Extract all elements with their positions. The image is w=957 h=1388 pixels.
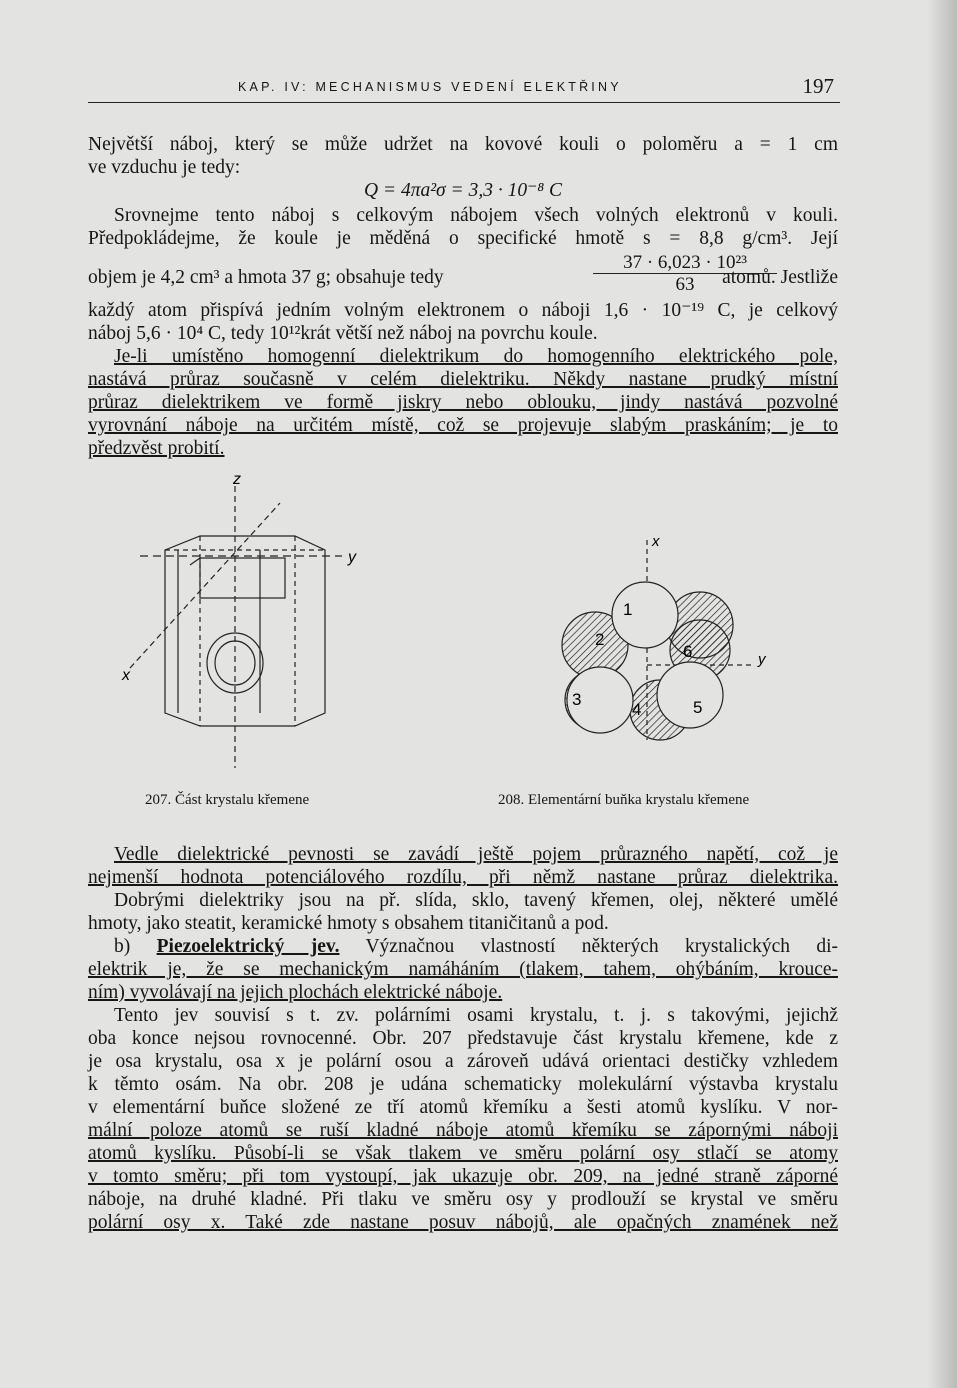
text-line: nastává průraz současně v celém dielektriku. Někdy nastane prudký místní — [88, 369, 838, 390]
plate-edge — [190, 558, 200, 565]
text-line: Předpokládejme, že koule je měděná o specifické hmotě s = 8,8 g/cm³. Její — [88, 228, 838, 249]
paragraph-electron-charge — [88, 204, 838, 250]
text-line: Je-li umístěno homogenní dielektrikum do homogenního elektrického pole, — [114, 346, 838, 367]
text-line: Tento jev souvisí s t. zv. polárními osami krystalu, t. j. s takovými, jejichž — [114, 1005, 838, 1026]
text-line: ve vzduchu je tedy: — [88, 157, 241, 178]
text-line — [88, 935, 838, 958]
paragraph-electron-charge-rest — [88, 299, 838, 345]
caption-fig-208: 208. Elementární buňka krystalu křemene — [498, 792, 750, 808]
silicon-atom-1 — [612, 582, 678, 648]
caption-fig-207: 207. Část krystalu křemene — [145, 792, 310, 808]
silicon-atom-5 — [657, 662, 723, 728]
text-line: hmoty, jako steatit, keramické hmoty s obsahem titaničitanů a pod. — [88, 913, 609, 934]
text-line: atomů kyslíku. Působí-li se však tlakem ve směru polární osy stlačí se atomy — [88, 1143, 838, 1164]
text-line: každý atom přispívá jedním volným elektronem o náboji 1,6 · 10⁻¹⁹ C, je celkový — [88, 300, 838, 321]
paragraph-breakdown — [88, 345, 838, 460]
text-line: Srovnejme tento náboj s celkovým nábojem všech volných elektronů v kouli. — [114, 205, 838, 226]
text-line: náboje, na druhé kladné. Při tlaku ve směru osy y prodlouží se krystal ve směru — [88, 1189, 838, 1210]
section-heading: Piezoelektrický jev. — [156, 936, 340, 957]
figure-207-crystal-part — [110, 468, 380, 788]
text-line: mální poloze atomů se ruší kladné náboje atomů křemíku se zápornými náboji — [88, 1120, 838, 1141]
atom-label: 4 — [632, 700, 642, 719]
fraction-line-before: objem je 4,2 cm³ a hmota 37 g; obsahuje tedy — [88, 267, 444, 288]
crystal-plate — [200, 558, 285, 598]
page-number: 197 — [802, 74, 834, 98]
text-line: polární osy x. Také zde nastane posuv nábojů, ale opačných znamének než — [88, 1212, 838, 1233]
text-line: průraz dielektrikem ve formě jiskry nebo oblouku, jindy nastává pozvolné — [88, 392, 838, 413]
paragraph-piezoelectric — [88, 935, 838, 1004]
text-line: v tomto směru; při tom vystoupí, jak ukazuje obr. 209, na jedné straně záporné — [88, 1166, 838, 1187]
paragraph-largest-charge — [88, 133, 838, 202]
axis-label-x: x — [652, 533, 660, 550]
text-line: elektrik je, že se mechanickým namáháním (tlakem, tahem, ohýbáním, krouce- — [88, 959, 838, 980]
axis-label-y: y — [758, 651, 766, 668]
atom-label: 5 — [693, 698, 703, 717]
text-line: náboj 5,6 · 10⁴ C, tedy 10¹²krát větší než náboj na povrchu koule. — [88, 323, 598, 344]
heading-line-rest: Význačnou vlastností některých krystalických di- — [339, 936, 839, 957]
text-line: předzvěst probití. — [88, 438, 225, 459]
fraction-denominator: 63 — [675, 274, 695, 295]
text-line: vyrovnání náboje na určitém místě, což se projevuje slabým praskáním; je to — [88, 415, 838, 436]
fraction-numerator: 37 · 6,023 · 10²³ — [593, 252, 777, 274]
figure-208-elementary-cell — [550, 530, 790, 760]
text-line: oba konce nejsou rovnocenné. Obr. 207 představuje část krystalu křemene, kde z — [88, 1028, 838, 1049]
text-line: k těmto osám. Na obr. 208 je udána schematicky molekulární výstavba krystalu — [88, 1074, 838, 1095]
running-header — [88, 76, 840, 103]
atom-label: 1 — [623, 600, 633, 619]
atom-label: 3 — [572, 690, 582, 709]
text-line: nejmenší hodnota potenciálového rozdílu, při němž nastane průraz dielektrika. — [88, 867, 838, 888]
text-line: Dobrými dielektriky jsou na př. slída, sklo, tavený křemen, olej, některé umělé — [114, 890, 838, 911]
x-axis — [130, 503, 280, 668]
formula-charge: Q = 4πa²σ = 3,3 · 10⁻⁸ C — [363, 180, 563, 201]
text-line: v elementární buňce složené ze tří atomů křemíku a šesti atomů kyslíku. V nor- — [88, 1097, 838, 1118]
atom-label: 6 — [683, 642, 693, 661]
atom-label: 2 — [595, 630, 605, 649]
text-line: je osa krystalu, osa x je polární osou a zároveň udává orientaci destičky vzhledem — [88, 1051, 838, 1072]
section-prefix: b) — [114, 936, 157, 957]
fraction-line-after: atomů. Jestliže — [722, 267, 838, 288]
axis-label-y: y — [348, 549, 356, 566]
hexagon-prism — [165, 536, 325, 726]
text-line: Největší náboj, který se může udržet na kovové kouli o poloměru a = 1 cm — [88, 134, 838, 155]
text-line: Vedle dielektrické pevnosti se zavádí ještě pojem průrazného napětí, což je — [114, 844, 838, 865]
axis-label-x: x — [122, 667, 130, 684]
paragraph-polar-axes — [88, 1004, 838, 1234]
axis-label-z: z — [233, 471, 241, 488]
paragraph-breakdown-voltage — [88, 843, 838, 935]
text-line: ním) vyvolávají na jejich plochách elektrické náboje. — [88, 982, 503, 1003]
chapter-title: KAP. IV: MECHANISMUS VEDENÍ ELEKTŘINY — [238, 80, 622, 94]
page-edge-shadow — [927, 0, 957, 1388]
